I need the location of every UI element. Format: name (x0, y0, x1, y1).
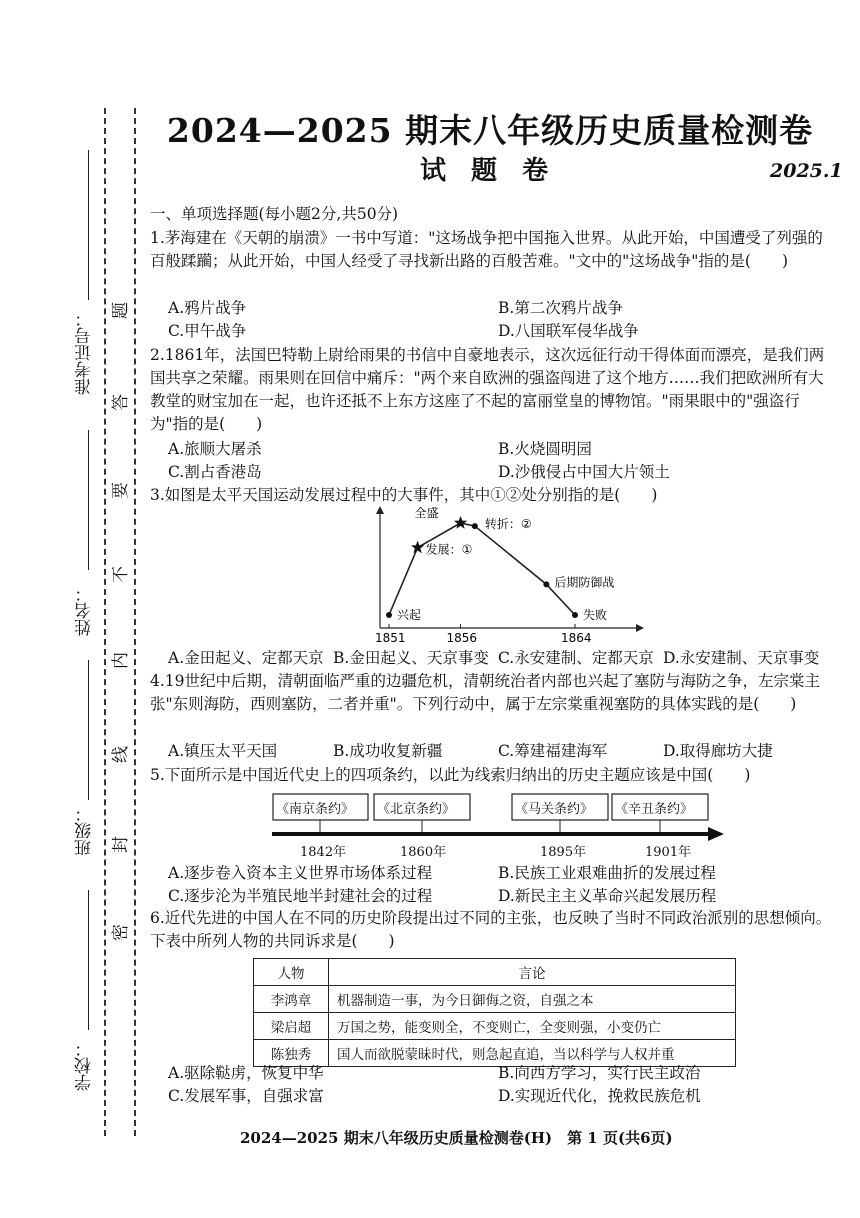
q3-option-b[interactable]: B.金田起义、天京事变 (333, 649, 489, 667)
q6-option-b[interactable]: B.向西方学习，实行民主政治 (498, 1064, 701, 1082)
seal-char: 内 (111, 652, 131, 669)
series-line (389, 523, 575, 615)
point-label: 兴起 (397, 608, 422, 622)
seal-char: 答 (111, 394, 131, 411)
y-axis-arrow (376, 506, 384, 514)
q3-option-d[interactable]: D.永安建制、天京事变 (663, 649, 820, 667)
q4-option-d[interactable]: D.取得廊坊大捷 (663, 742, 773, 760)
x-tick-label: 1864 (561, 631, 592, 645)
treaty-label: 《辛丑条约》 (615, 802, 694, 817)
treaty-year: 1860年 (400, 845, 447, 860)
q2-option-d[interactable]: D.沙俄侵占中国大片领土 (498, 463, 670, 481)
q6-option-d[interactable]: D.实现近代化，挽救民族危机 (498, 1087, 701, 1105)
seal-char: 线 (111, 746, 131, 763)
q1-option-c[interactable]: C.甲午战争 (168, 322, 247, 340)
q1-option-b[interactable]: B.第二次鸦片战争 (498, 299, 623, 317)
dashed-line-left (104, 108, 106, 1136)
treaty-year: 1842年 (300, 845, 347, 860)
question-5-stem: 5.下面所示是中国近代史上的四项条约，以此为线索归纳出的历史主题应该是中国( ) (150, 766, 751, 784)
data-point (386, 612, 392, 618)
q6-option-c[interactable]: C.发展军事，自强求富 (168, 1087, 324, 1105)
class-label: 班级： (75, 805, 95, 856)
section-heading: 一、单项选择题(每小题2分,共50分) (150, 205, 399, 223)
name-label: 姓名： (75, 585, 95, 636)
point-label: 失败 (583, 608, 608, 622)
x-axis-arrow (636, 624, 644, 632)
data-point (472, 523, 478, 529)
seal-char: 不 (111, 566, 131, 583)
table-cell: 万国之势，能变则全，不变则亡，全变则强，小变仍亡 (329, 1013, 736, 1040)
q6-option-a[interactable]: A.驱除鞑虏，恢复中华 (168, 1064, 324, 1082)
table-cell: 梁启超 (254, 1013, 329, 1040)
table-header-cell: 人物 (254, 959, 329, 986)
q1-option-a[interactable]: A.鸦片战争 (168, 299, 247, 317)
treaty-label: 《马关条约》 (515, 802, 594, 817)
q2-option-b[interactable]: B.火烧圆明园 (498, 440, 592, 458)
dashed-line-right (134, 108, 136, 1136)
table-row (254, 1013, 736, 1040)
x-tick-label: 1851 (375, 631, 406, 645)
seal-char: 密 (111, 924, 131, 941)
point-label: 后期防御战 (554, 575, 615, 590)
q5-option-d[interactable]: D.新民主主义革命兴起发展历程 (498, 887, 717, 905)
q5-option-b[interactable]: B.民族工业艰难曲折的发展过程 (498, 864, 716, 882)
point-label: 发展：① (425, 542, 473, 557)
treaty-label: 《南京条约》 (276, 802, 355, 817)
q4-option-b[interactable]: B.成功收复新疆 (333, 742, 443, 760)
exam-title: 2024—2025 期末八年级历史质量检测卷 (166, 111, 814, 150)
question-3-stem: 3.如图是太平天国运动发展过程中的大事件，其中①②处分别指的是( ) (150, 486, 658, 504)
q5-option-c[interactable]: C.逐步沦为半殖民地半封建社会的过程 (168, 887, 433, 905)
school-line[interactable] (88, 890, 89, 1030)
timeline-arrow (708, 827, 724, 841)
exam-no-label: 准考证号： (75, 310, 95, 395)
quotes-table-wrap (253, 958, 736, 1067)
treaty-year: 1901年 (645, 845, 692, 860)
data-point (572, 612, 578, 618)
taiping-chart-svg (355, 505, 655, 645)
table-row (254, 986, 736, 1013)
question-4-stem: 4.19世纪中后期，清朝面临严重的边疆危机，清朝统治者内部也兴起了塞防与海防之争，左宗棠主张"东则海防，西则塞防，二者并重"。下列行动中，属于左宗棠重视塞防的具体实践的是( ) (150, 672, 821, 713)
q2-option-c[interactable]: C.割占香港岛 (168, 463, 262, 481)
q3-option-a[interactable]: A.金田起义、定都天京 (168, 649, 324, 667)
table-cell: 国人而欲脱蒙昧时代，则急起直追，当以科学与人权并重 (329, 1040, 736, 1067)
exam-date: 2025.1 (770, 160, 843, 182)
star-point (454, 516, 467, 529)
exam-no-line[interactable] (88, 150, 89, 300)
q3-option-c[interactable]: C.永安建制、定都天京 (498, 649, 654, 667)
treaty-label: 《北京条约》 (377, 802, 456, 817)
q2-option-a[interactable]: A.旅顺大屠杀 (168, 440, 262, 458)
q4-option-c[interactable]: C.筹建福建海军 (498, 742, 608, 760)
exam-subtitle: 试 题 卷 (420, 156, 557, 186)
name-line[interactable] (88, 430, 89, 570)
x-tick-label: 1856 (446, 631, 478, 645)
table-cell: 李鸿章 (254, 986, 329, 1013)
seal-char: 题 (111, 302, 131, 319)
question-2-stem: 2.1861年，法国巴特勒上尉给雨果的书信中自豪地表示，这次远征行动干得体面而漂亮，是我们两国共享之荣耀。雨果则在回信中痛斥："两个来自欧洲的强盗闯进了这个地方……我们把欧洲所有大教堂的财宝加在一起，也许还抵不上东方这座了不起的富丽堂皇的博物馆。"雨果眼中的"强盗行为"指的是( ) (150, 346, 825, 433)
page-footer: 2024—2025 期末八年级历史质量检测卷(H) 第 1 页(共6页) (240, 1129, 673, 1147)
seal-char: 封 (111, 836, 131, 853)
class-line[interactable] (88, 660, 89, 800)
question-1-stem: 1.茅海建在《天朝的崩溃》一书中写道："这场战争把中国拖入世界。从此开始，中国遭受了列强的百般蹂躏；从此开始，中国人经受了寻找新出路的百般苦难。"文中的"这场战争"指的是( ) (150, 229, 823, 270)
question-6-stem: 6.近代先进的中国人在不同的历史阶段提出过不同的主张，也反映了当时不同政治派别的思想倾向。下表中所列人物的共同诉求是( ) (150, 909, 832, 950)
quotes-table (253, 958, 736, 1067)
data-point (543, 581, 549, 587)
taiping-chart (355, 505, 655, 645)
table-cell: 机器制造一事，为今日御侮之资，自强之本 (329, 986, 736, 1013)
q5-option-a[interactable]: A.逐步卷入资本主义世界市场体系过程 (168, 864, 433, 882)
table-cell: 陈独秀 (254, 1040, 329, 1067)
point-label: 转折：② (484, 517, 532, 532)
table-header-cell: 言论 (329, 959, 736, 986)
point-label: 全盛 (414, 506, 439, 520)
q4-option-a[interactable]: A.镇压太平天国 (168, 742, 278, 760)
school-label: 学校： (75, 1040, 95, 1091)
seal-char: 要 (111, 482, 131, 499)
table-header-row (254, 959, 736, 986)
treaty-year: 1895年 (540, 845, 587, 860)
q1-option-d[interactable]: D.八国联军侵华战争 (498, 322, 639, 340)
star-point (411, 541, 424, 554)
